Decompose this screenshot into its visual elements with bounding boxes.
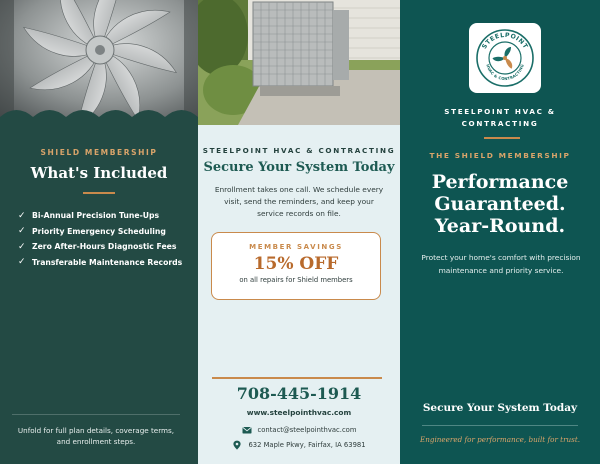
- company-name: [400, 106, 600, 130]
- mail-icon: [242, 425, 252, 435]
- left-panel: [0, 0, 198, 464]
- checkmark-icon: ✓: [18, 210, 26, 221]
- heading-divider: [83, 192, 115, 194]
- membership-eyebrow: SHIELD MEMBERSHIP: [40, 148, 158, 157]
- scalloped-edge: [0, 103, 198, 133]
- email-row: [198, 425, 400, 435]
- headline-line: Year-Round.: [434, 215, 566, 237]
- member-savings-card: [211, 232, 381, 300]
- middle-panel: [198, 0, 400, 464]
- location-pin-icon: [232, 440, 242, 450]
- right-panel: [400, 0, 600, 464]
- fan-mark-icon: [492, 47, 514, 69]
- company-eyebrow: STEELPOINT HVAC & CONTRACTING: [202, 146, 396, 155]
- benefit-item: [18, 208, 198, 224]
- logo-text: STEELPOINT: [480, 31, 530, 51]
- benefit-label: Zero After-Hours Diagnostic Fees: [32, 242, 177, 252]
- unfold-note: Unfold for full plan details, coverage terms, and enrollment steps.: [17, 426, 175, 446]
- benefit-label: Priority Emergency Scheduling: [32, 226, 166, 236]
- secure-system-cta: Secure Your System Today: [422, 402, 578, 414]
- benefits-list: [18, 208, 198, 270]
- savings-value: 15% OFF: [253, 254, 339, 274]
- phone-number[interactable]: 708-445-1914: [236, 384, 362, 403]
- performance-headline: [400, 171, 600, 237]
- address-row: [198, 440, 400, 450]
- savings-description: on all repairs for Shield members: [239, 276, 353, 284]
- enrollment-description: Enrollment takes one call. We schedule every visit, send the reminders, and keep your service records on file.: [214, 185, 384, 218]
- shield-membership-eyebrow: THE SHIELD MEMBERSHIP: [429, 151, 571, 160]
- tagline-divider: [422, 425, 578, 426]
- whats-included-heading: What's Included: [30, 164, 168, 182]
- benefit-label: Transferable Maintenance Records: [32, 257, 183, 267]
- savings-label: MEMBER SAVINGS: [249, 243, 343, 251]
- logo-subtext: HVAC & CONTRACTING: [485, 63, 525, 82]
- email-address[interactable]: contact@steelpointhvac.com: [257, 426, 357, 434]
- footer-divider: [12, 414, 180, 415]
- company-name-line: CONTRACTING: [461, 119, 539, 128]
- headline-line: Guaranteed.: [434, 193, 566, 215]
- benefit-label: Bi-Annual Precision Tune-Ups: [32, 211, 160, 221]
- protect-description: Protect your home's comfort with precision maintenance and priority service.: [421, 253, 581, 275]
- company-divider: [484, 137, 520, 139]
- headline-line: Performance: [431, 171, 569, 193]
- benefit-item: [18, 239, 198, 255]
- secure-system-heading: Secure Your System Today: [203, 160, 395, 175]
- checkmark-icon: ✓: [18, 226, 26, 237]
- ac-unit-photo: [198, 0, 400, 125]
- checkmark-icon: ✓: [18, 257, 26, 268]
- checkmark-icon: ✓: [18, 241, 26, 252]
- benefit-item: [18, 224, 198, 240]
- website-link[interactable]: www.steelpointhvac.com: [246, 408, 352, 417]
- steelpoint-logo: [469, 23, 541, 93]
- brand-tagline: Engineered for performance, built for trust.: [419, 435, 580, 444]
- street-address: 632 Maple Pkwy, Fairfax, IA 63981: [248, 441, 366, 449]
- contact-divider: [212, 377, 382, 379]
- company-name-line: STEELPOINT HVAC &: [444, 107, 556, 116]
- benefit-item: [18, 255, 198, 271]
